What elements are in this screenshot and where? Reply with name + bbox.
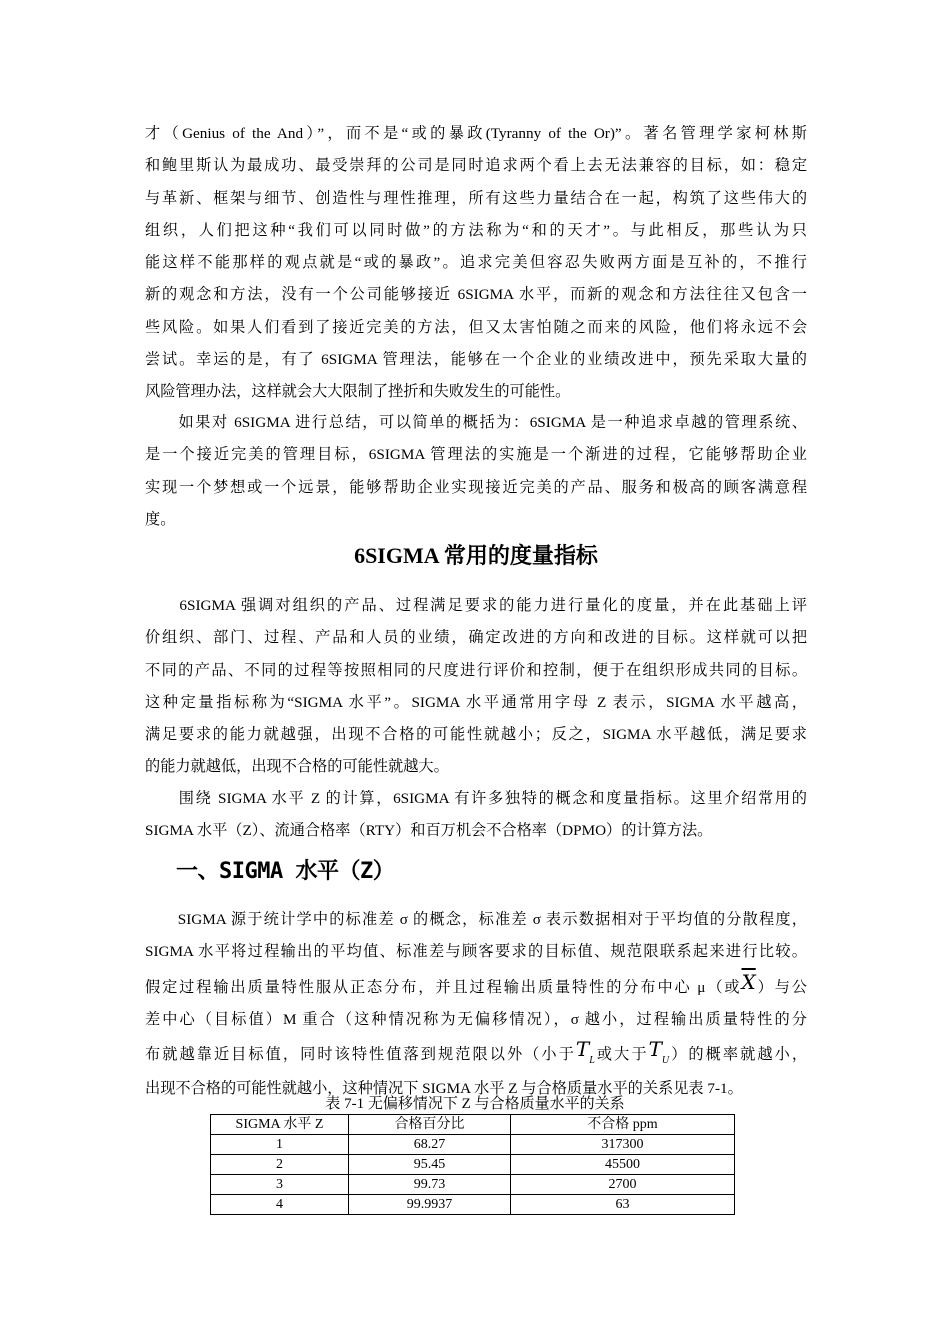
text-line: 才（Genius of the And）”，而不是“或的暴政(Tyranny of the Or)”。著名管理学家柯林斯 xyxy=(145,125,807,142)
text-line: SIGMA 源于统计学中的标准差 σ 的概念，标准差 σ 表示数据相对于平均值的分散程度， xyxy=(145,911,807,928)
subsection-heading-sigma-level: 一、SIGMA 水平（Z） xyxy=(176,859,395,884)
table-cell: 99.9937 xyxy=(349,1195,511,1215)
table-row xyxy=(211,1175,735,1195)
table-cell: 4 xyxy=(211,1195,349,1215)
table-cell: 99.73 xyxy=(349,1175,511,1195)
text-fragment: 布就越靠近目标值，同时该特性值落到规范限以外（小于 xyxy=(145,1046,576,1064)
text-line: 些风险。如果人们看到了接近完美的方法，但又太害怕随之而来的风险，他们将永远不会 xyxy=(145,318,807,336)
text-line: 这种定量指标称为“SIGMA 水平”。SIGMA 水平通常用字母 Z 表示，SIGMA 水平越高， xyxy=(145,693,807,711)
x-bar-symbol: $\overline{X}$ xyxy=(741,969,756,994)
table-row xyxy=(211,1195,735,1215)
sigma-quality-table xyxy=(210,1114,735,1215)
text-line: 的能力就越低，出现不合格的可能性就越大。 xyxy=(145,758,449,776)
header-cell: 不合格 ppm xyxy=(511,1115,735,1135)
text-line: 风险管理办法，这样就会大大限制了挫折和失败发生的可能性。 xyxy=(145,383,571,401)
table-cell: 63 xyxy=(511,1195,735,1215)
text-line: 度。 xyxy=(145,510,176,528)
header-cell: 合格百分比 xyxy=(349,1115,511,1135)
text-line: 差中心（目标值）M 重合（这种情况称为无偏移情况），σ 越小，过程输出质量特性的分 xyxy=(145,1010,807,1028)
upper-limit-symbol: T xyxy=(648,1037,662,1062)
lower-limit-symbol: T xyxy=(575,1037,590,1062)
paragraph-6sigma-summary xyxy=(145,407,807,536)
text-line-with-limits xyxy=(145,1036,807,1073)
text-line: 价组织、部门、过程、产品和人员的业绩，确定改进的方向和改进的目标。这样就可以把 xyxy=(145,629,807,647)
text-line: SIGMA 水平将过程输出的平均值、标准差与顾客要求的目标值、规范限联系起来进行比较。 xyxy=(145,943,807,961)
table-cell: 2 xyxy=(211,1155,349,1175)
table-header-row xyxy=(211,1115,735,1135)
text-fragment: ）的概率就越小， xyxy=(669,1046,808,1064)
table-cell: 68.27 xyxy=(349,1135,511,1155)
table-cell: 3 xyxy=(211,1175,349,1195)
text-line: 和鲍里斯认为最成功、最受崇拜的公司是同时追求两个看上去无法兼容的目标，如：稳定 xyxy=(145,157,807,175)
text-fragment: ）与公 xyxy=(755,978,807,996)
text-line: 不同的产品、不同的过程等按照相同的尺度进行评价和控制，便于在组织形成共同的目标。 xyxy=(145,661,807,679)
text-line: SIGMA 水平（Z）、流通合格率（RTY）和百万机会不合格率（DPMO）的计算方法。 xyxy=(145,822,713,840)
table-cell: 1 xyxy=(211,1135,349,1155)
paragraph-sigma-definition xyxy=(145,904,807,1106)
paragraph-genius-of-the-and xyxy=(145,118,807,409)
text-line-with-xbar xyxy=(145,969,807,1004)
text-line: 尝试。幸运的是，有了 6SIGMA 管理法，能够在一个企业的业绩改进中，预先采取大量的 xyxy=(145,351,807,369)
section-heading-metrics: 6SIGMA 常用的度量指标 xyxy=(354,543,598,568)
text-line: 实现一个梦想或一个远景，能够帮助企业实现接近完美的产品、服务和极高的顾客满意程 xyxy=(145,478,807,496)
text-line: 新的观念和方法，没有一个公司能够接近 6SIGMA 水平，而新的观念和方法往往又包含一 xyxy=(145,286,807,304)
text-line: 与革新、框架与细节、创造性与理性推理，所有这些力量结合在一起，构筑了这些伟大的 xyxy=(145,189,807,207)
text-line: 出现不合格的可能性就越小，这种情况下 SIGMA 水平 Z 与合格质量水平的关系见表 7-1。 xyxy=(145,1080,743,1098)
text-line: 如果对 6SIGMA 进行总结，可以简单的概括为：6SIGMA 是一种追求卓越的管理系统、 xyxy=(145,414,807,431)
paragraph-metric-list xyxy=(145,783,807,848)
table-cell: 45500 xyxy=(511,1155,735,1175)
table-cell: 95.45 xyxy=(349,1155,511,1175)
text-line: 是一个接近完美的管理目标，6SIGMA 管理法的实施是一个渐进的过程，它能够帮助企业 xyxy=(145,446,807,464)
paragraph-quantified-measurement xyxy=(145,590,807,784)
table-cell: 2700 xyxy=(511,1175,735,1195)
lower-limit-subscript: L xyxy=(589,1055,595,1067)
table-row xyxy=(211,1135,735,1155)
text-fragment: 或大于 xyxy=(594,1046,649,1064)
header-cell: SIGMA 水平 Z xyxy=(211,1115,349,1135)
table-caption: 表 7-1 无偏移情况下 Z 与合格质量水平的关系 xyxy=(325,1096,625,1112)
table-row xyxy=(211,1155,735,1175)
text-fragment: 假定过程输出质量特性服从正态分布，并且过程输出质量特性的分布中心 μ（或 xyxy=(145,978,742,996)
text-line: 围绕 SIGMA 水平 Z 的计算，6SIGMA 有许多独特的概念和度量指标。这里介绍常用的 xyxy=(145,790,807,807)
text-line: 组织，人们把这种“我们可以同时做”的方法称为“和的天才”。与此相反，那些认为只 xyxy=(145,221,807,239)
text-line: 能这样不能那样的观点就是“或的暴政”。追求完美但容忍失败两方面是互补的，不推行 xyxy=(145,254,807,272)
table-cell: 317300 xyxy=(511,1135,735,1155)
text-line: 满足要求的能力就越强，出现不合格的可能性就越小；反之，SIGMA 水平越低，满足要求 xyxy=(145,726,807,744)
text-line: 6SIGMA 强调对组织的产品、过程满足要求的能力进行量化的度量，并在此基础上评 xyxy=(145,597,807,614)
upper-limit-subscript: U xyxy=(661,1055,670,1067)
